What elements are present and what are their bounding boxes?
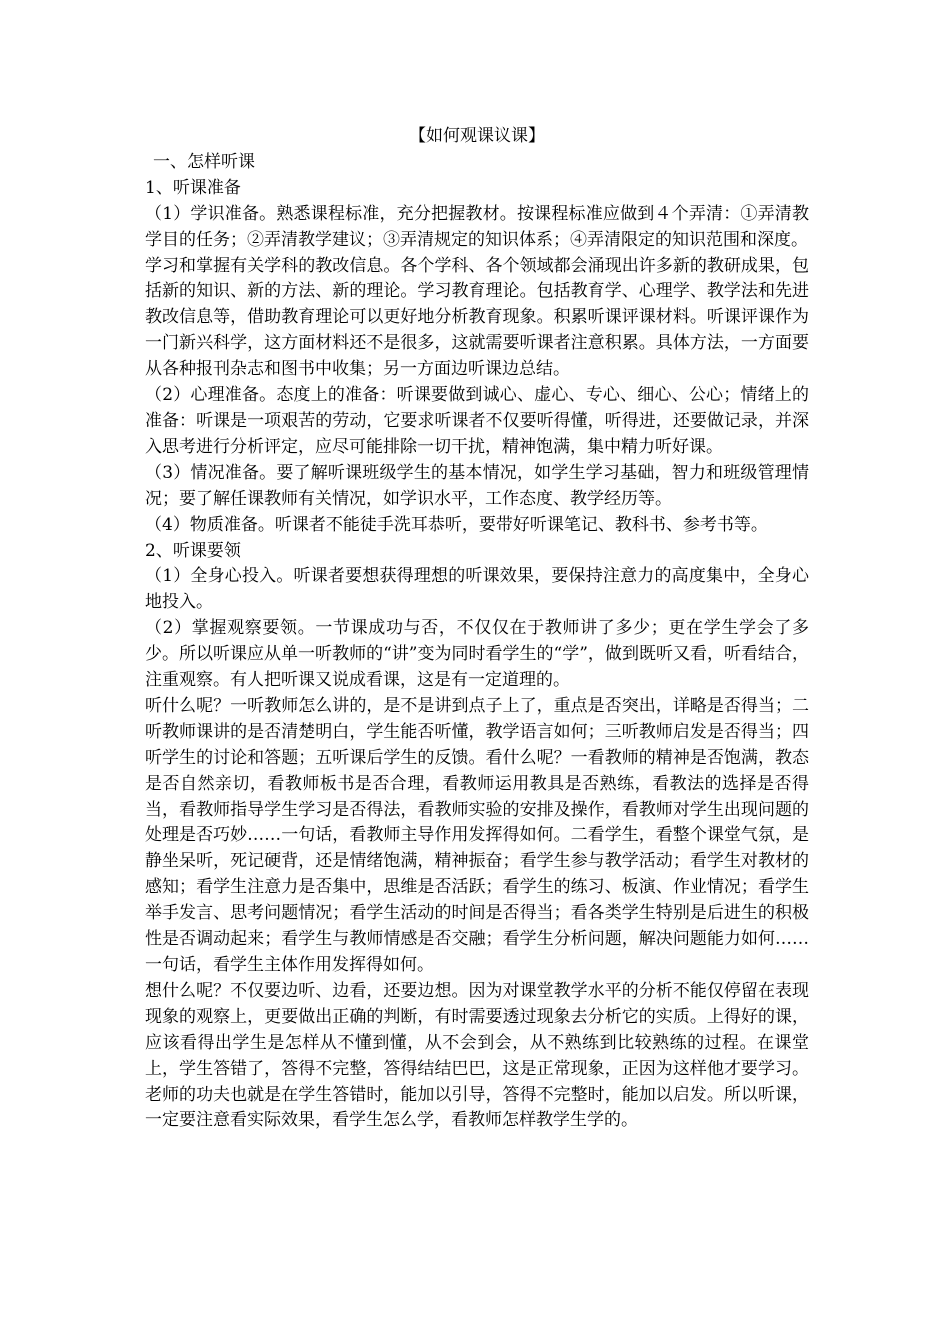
document-body [145,124,809,1134]
paragraph-mental-prep: （2）心理准备。态度上的准备：听课要做到诚心、虚心、专心、细心、公心；情绪上的准备：听课是一项艰苦的劳动，它要求听课者不仅要听得懂，听得进，还要做记录，并深入思考进行分析评定，应尽可能排除一切干扰，精神饱满，集中精力听好课。 [145,385,809,457]
paragraph-knowledge-prep: （1）学识准备。熟悉课程标准，充分把握教材。按课程标准应做到４个弄清：①弄清教学目的任务；②弄清教学建议；③弄清规定的知识体系；④弄清限定的知识范围和深度。 [145,203,809,250]
paragraph-listen-watch: 听什么呢？一听教师怎么讲的，是不是讲到点子上了，重点是否突出，详略是否得当；二听教师课讲的是否清楚明白，学生能否听懂，教学语言如何；三听教师启发是否得当；四听学生的讨论和答题；五听课后学生的反馈。看什么呢？一看教师的精神是否饱满，教态是否自然亲切，看教师板书是否合理，看教师运用教具是否熟练，看教法的选择是否得当，看教师指导学生学习是否得法，看教师实验的安排及操作，看教师对学生出现问题的处理是否巧妙……一句话，看教师主导作用发挥得如何。二看学生，看整个课堂气氛，是静坐呆听，死记硬背，还是情绪饱满，精神振奋；看学生参与教学活动；看学生对教材的感知；看学生注意力是否集中，思维是否活跃；看学生的练习、板演、作业情况；看学生举手发言、思考问题情况；看学生活动的时间是否得当；看各类学生特别是后进生的积极性是否调动起来；看学生与教师情感是否交融；看学生分析问题，解决问题能力如何……一句话，看学生主体作用发挥得如何。 [145,695,809,975]
paragraph-material-prep: （4）物质准备。听课者不能徒手洗耳恭听，要带好听课笔记、教科书、参考书等。 [145,514,768,535]
paragraph-observation: （2）掌握观察要领。一节课成功与否，不仅仅在于教师讲了多少；更在学生学会了多少。所以听课应从单一听教师的“讲”变为同时看学生的“学”，做到既听又看，听看结合，注重观察。有人把听课又说成看课，这是有一定道理的。 [145,618,809,691]
document-title: 【如何观课议课】 [409,126,545,146]
paragraph-think: 想什么呢？不仅要边听、边看，还要边想。因为对课堂教学水平的分析不能仅停留在表现现象的观察上，更要做出正确的判断，有时需要透过现象去分析它的实质。上得好的课，应该看得出学生是怎样从不懂到懂，从不会到会，从不熟练到比较熟练的过程。在课堂上，学生答错了，答得不完整，答得结结巴巴，这是正常现象，正因为这样他才要学习。老师的功夫也就是在学生答错时，能加以引导，答得不完整时，能加以启发。所以听课，一定要注意看实际效果，看学生怎么学，看教师怎样教学生学的。 [145,980,809,1131]
paragraph-situation-prep: （3）情况准备。要了解听课班级学生的基本情况，如学生学习基础，智力和班级管理情况；要了解任课教师有关情况，如学识水平，工作态度、教学经历等。 [145,462,809,509]
subheading-preparation: 1、听课准备 [145,177,241,198]
paragraph-reform-info: 学习和掌握有关学科的教改信息。各个学科、各个领域都会涌现出许多新的教研成果，包括新的知识、新的方法、新的理论。学习教育理论。包括教育学、心理学、教学法和先进教改信息等，借助教育理论可以更好地分析教育现象。积累听课评课材料。听课评课作为一门新兴科学，这方面材料还不是很多，这就需要听课者注意积累。具体方法，一方面要从各种报刊杂志和图书中收集；另一方面边听课边总结。 [145,255,809,380]
section-heading-listening: 一、怎样听课 [153,151,255,172]
subheading-essentials: 2、听课要领 [145,540,241,561]
paragraph-full-engagement: （1）全身心投入。听课者要想获得理想的听课效果，要保持注意力的高度集中，全身心地投入。 [145,566,809,613]
